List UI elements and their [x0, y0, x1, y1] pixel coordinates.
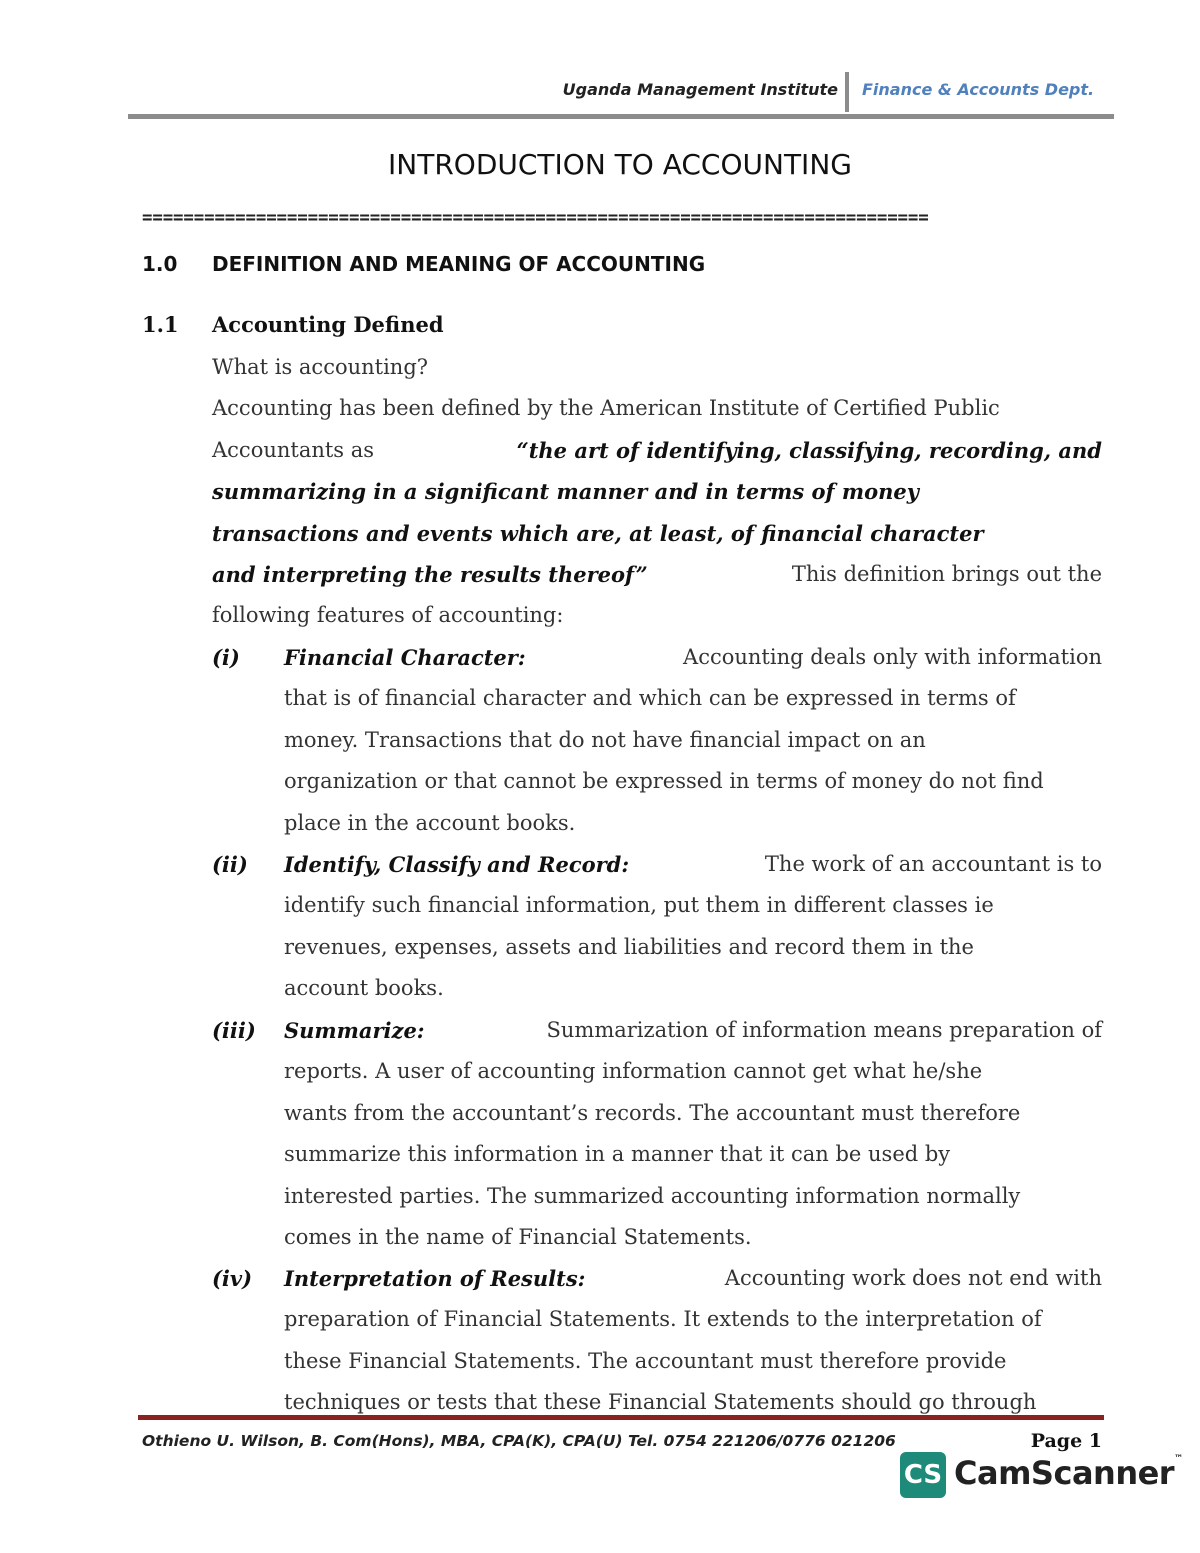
author-credits: Othieno U. Wilson, B. Com(Hons), MBA, CPA(K), CPA(U) Tel. 0754 221206/0776 021206 — [142, 1432, 896, 1450]
feature-line: Summarize: Summarization of information means preparation of — [284, 1010, 1102, 1051]
feature-label: (i) — [212, 645, 240, 670]
page-header — [0, 76, 1200, 116]
feature-line: interested parties. The summarized accounting information normally — [284, 1183, 1021, 1208]
definition-line: Accounting has been defined by the American Institute of Certified Public — [212, 396, 1000, 421]
document-title: INTRODUCTION TO ACCOUNTING — [388, 148, 852, 181]
institute-name: Uganda Management Institute — [562, 80, 838, 99]
feature-line: Identify, Classify and Record: The work of an accountant is to — [284, 844, 1102, 885]
feature-label: (iii) — [212, 1018, 256, 1043]
feature-line: these Financial Statements. The accountant must therefore provide — [284, 1348, 1007, 1373]
section-number: 1.0 — [142, 252, 178, 276]
question-line: What is accounting? — [212, 355, 429, 379]
feature-heading: Financial Character: — [284, 645, 526, 670]
feature-item — [212, 1258, 1102, 1424]
definition-line: and interpreting the results thereof” This definition brings out the — [212, 562, 1102, 588]
definition-line: summarizing in a significant manner and in terms of money — [212, 479, 919, 505]
feature-line: techniques or tests that these Financial Statements should go through — [284, 1390, 1037, 1415]
camscanner-watermark — [900, 1452, 1183, 1500]
feature-line: that is of financial character and which can be expressed in terms of — [284, 686, 1016, 711]
section-title: DEFINITION AND MEANING OF ACCOUNTING — [212, 252, 706, 276]
feature-line: Interpretation of Results: Accounting work does not end with — [284, 1258, 1102, 1299]
feature-heading: Summarize: — [284, 1018, 425, 1043]
feature-line: wants from the accountant’s records. The accountant must therefore — [284, 1100, 1021, 1125]
department-name: Finance & Accounts Dept. — [862, 80, 1095, 99]
feature-line: revenues, expenses, assets and liabilities and record them in the — [284, 934, 974, 959]
feature-line: account books. — [284, 976, 444, 1001]
feature-label: (iv) — [212, 1266, 253, 1291]
feature-item — [212, 637, 1102, 844]
feature-line: preparation of Financial Statements. It extends to the interpretation of — [284, 1307, 1042, 1332]
feature-line: comes in the name of Financial Statements. — [284, 1225, 752, 1250]
feature-line: reports. A user of accounting information cannot get what he/she — [284, 1059, 983, 1084]
feature-line: place in the account books. — [284, 810, 576, 835]
subsection-heading — [142, 312, 444, 337]
feature-heading: Identify, Classify and Record: — [284, 852, 630, 877]
definition-line: Accountants as “the art of identifying, classifying, recording, and — [212, 437, 1102, 463]
page-number: Page 1 — [1030, 1430, 1102, 1452]
footer-rule — [138, 1415, 1104, 1420]
separator-line: ============================================================================ — [142, 208, 929, 228]
definition-paragraph — [212, 347, 1102, 637]
feature-heading: Interpretation of Results: — [284, 1266, 586, 1291]
feature-line: money. Transactions that do not have financial impact on an — [284, 727, 926, 752]
header-separator — [845, 72, 849, 112]
header-rule — [128, 114, 1114, 119]
feature-label: (ii) — [212, 852, 248, 877]
feature-line: summarize this information in a manner that it can be used by — [284, 1142, 951, 1167]
feature-line: organization or that cannot be expressed in terms of money do not find — [284, 769, 1044, 794]
definition-line: following features of accounting: — [212, 603, 564, 628]
feature-line: Financial Character: Accounting deals only with information — [284, 637, 1102, 678]
subsection-number: 1.1 — [142, 312, 179, 337]
feature-item — [212, 844, 1102, 1010]
definition-line: transactions and events which are, at least, of financial character — [212, 520, 984, 546]
camscanner-wordmark: CamScanner™ — [954, 1454, 1183, 1492]
feature-line: identify such financial information, put them in different classes ie — [284, 893, 994, 918]
subsection-title: Accounting Defined — [212, 312, 444, 337]
feature-item — [212, 1010, 1102, 1258]
camscanner-logo-icon: CS — [900, 1452, 946, 1498]
section-heading — [142, 252, 705, 276]
